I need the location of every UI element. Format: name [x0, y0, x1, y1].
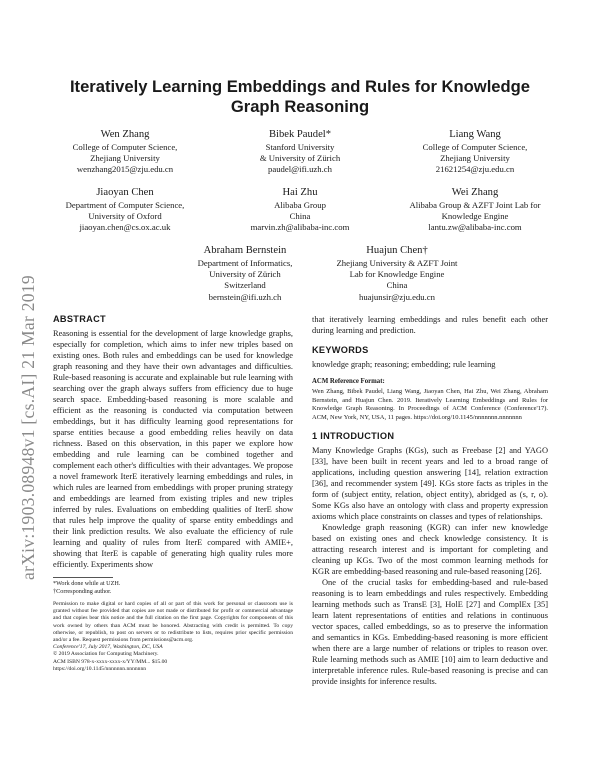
keywords-text: knowledge graph; reasoning; embedding; rule learning [312, 360, 496, 369]
arxiv-stamp: arXiv:1903.08948v1 [cs.AI] 21 Mar 2019 [18, 275, 38, 580]
author-name: Liang Wang [449, 129, 501, 140]
right-column [312, 314, 548, 687]
author-block [322, 244, 472, 303]
author-affiliation: China [386, 280, 408, 291]
abstract-continuation: that iteratively learning embeddings and rules benefit each other during learning and prediction. [312, 315, 548, 335]
author-affiliation: China [289, 211, 311, 222]
author-block [170, 244, 320, 303]
author-block [50, 186, 200, 234]
author-name: Huajun Chen† [366, 245, 428, 256]
author-affiliation: Department of Informatics, [197, 258, 293, 268]
author-email: huajunsir@zju.edu.cn [358, 291, 436, 302]
author-affiliation: Knowledge Engine [441, 211, 509, 222]
copyright-line: © 2019 Association for Computing Machinery. [53, 651, 159, 658]
keywords-heading: KEYWORDS [312, 345, 369, 355]
author-affiliation: Alibaba Group & AZFT Joint Lab for [409, 200, 541, 210]
acm-ref-heading: ACM Reference Format: [312, 378, 385, 385]
doi-line: https://doi.org/10.1145/nnnnnnn.nnnnnnn [53, 665, 147, 672]
author-affiliation: Stanford University [265, 142, 335, 152]
author-email: bernstein@ifi.uzh.ch [208, 291, 282, 302]
author-block [50, 128, 200, 176]
intro-paragraph: Many Knowledge Graphs (KGs), such as Freebase [2] and YAGO [33], have been built in recent years and led to a broad range of applications, including question answering [14], relation extraction [36], and recommender system [49]. KGs store facts as triples in the form of (subject entity, relation, object entity), abridged as (s, r, o). Some KGs also have an ontology with class and property expression axioms which place constraints on classes and types of relationships. [312, 446, 548, 522]
footnote-rule [53, 577, 113, 578]
author-affiliation: University of Oxford [88, 211, 162, 222]
author-email: marvin.zh@alibaba-inc.com [250, 222, 350, 233]
author-affiliation: & University of Zürich [259, 153, 341, 164]
intro-paragraph: One of the crucial tasks for embedding-based and rule-based reasoning is to learn embeddings and rules respectively. Embedding learning methods such as TransE [3], HolE [27] and ComplEx [35] learn latent representations of entities and relations in continuous vector spaces, called embeddings, so as to preserve the information and semantics in KGs. Embedding-based reasoning is more efficient when there are a large number of relations or triples to reason over. Rule learning methods such as AMIE [10] aim to learn deductive and interpretable inference rules. Rule-based reasoning is precise and can provide insights for inference results. [312, 578, 548, 687]
author-name: Wei Zhang [451, 187, 499, 198]
intro-heading: 1 INTRODUCTION [312, 431, 395, 442]
abstract-text: Reasoning is essential for the development of large knowledge graphs, especially for completion, which aims to infer new triples based on existing ones. Both rules and embeddings can be used for knowledge graph reasoning and they have their own advantages and difficulties. Rule-based reasoning is accurate and explainable but rule learning with searching over the graph always suffers from efficiency due to huge search space. Embedding-based reasoning is more scalable and efficient as the reasoning is conducted via computation between embeddings, but it has difficulty learning good representations for sparse entities because a good embedding relies heavily on data richness. Based on this observation, in this paper we explore how embedding and rule learning can be combined together and complement each other's difficulties with their advantages. We propose a novel framework IterE iteratively learning embeddings and rules, in which rules are learned from embeddings with proper pruning strategy and embeddings are learned from existing triples and new triples inferred by rules. Evaluations on embedding qualities of IterE show that rules help improve the quality of sparse entity embeddings and their link prediction results. We also evaluate the efficiency of rule learning and quality of rules from IterE compared with AMIE+, showing that IterE is capable of generating high quality rules more efficiently. Experiments show [53, 329, 293, 569]
acm-ref-text: Wen Zhang, Bibek Paudel, Liang Wang, Jiaoyan Chen, Hai Zhu, Wei Zhang, Abraham Bernstein, and Huajun Chen. 2019. Iteratively Learning Embeddings and Rules for Knowledge Graph Reasoning. In Proceedings of ACM Conference (Conference'17). ACM, New York, NY, USA, 11 pages. https://doi.org/10.1145/nnnnnnn.nnnnnnn [312, 388, 548, 421]
author-block [225, 186, 375, 234]
author-affiliation: University of Zürich [209, 269, 281, 280]
author-email: 21621254@zju.edu.cn [435, 164, 515, 175]
footnote: †Corresponding author. [53, 588, 112, 595]
author-email: jiaoyan.chen@cs.ox.ac.uk [79, 222, 171, 233]
author-email: lantu.zw@alibaba-inc.com [428, 222, 522, 233]
author-affiliation: Zhejiang University [90, 153, 160, 164]
author-name: Abraham Bernstein [203, 245, 287, 256]
author-affiliation: Department of Computer Science, [65, 200, 185, 210]
author-affiliation: College of Computer Science, [72, 142, 178, 152]
author-email: paudel@ifi.uzh.ch [268, 164, 332, 175]
author-affiliation: Lab for Knowledge Engine [349, 269, 445, 280]
author-affiliation: Switzerland [224, 280, 266, 291]
author-affiliation: College of Computer Science, [422, 142, 528, 152]
left-column [53, 314, 293, 673]
footnote: *Work done while at UZH. [53, 580, 121, 587]
author-affiliation: Zhejiang University [440, 153, 510, 164]
isbn-line: ACM ISBN 978-x-xxxx-xxxx-x/YY/MM... $15.00 [53, 658, 168, 665]
intro-paragraph: Knowledge graph reasoning (KGR) can infer new knowledge based on existing ones and check knowledge consistency. It is attracting research interest and is important for completing and cleaning up KGs. Two of the most common learning methods for KGR are embedding-based reasoning and rule-based reasoning [26]. [312, 523, 548, 577]
conference-line: Conference'17, July 2017, Washington, DC, USA [53, 644, 163, 651]
author-block [400, 128, 550, 176]
author-affiliation: Alibaba Group [274, 200, 326, 210]
author-affiliation: Zhejiang University & AZFT Joint [336, 258, 458, 268]
author-name: Hai Zhu [282, 187, 318, 198]
author-block [385, 186, 565, 234]
author-name: Jiaoyan Chen [96, 187, 154, 198]
author-email: wenzhang2015@zju.edu.cn [76, 164, 174, 175]
paper-title: Iteratively Learning Embeddings and Rules for Knowledge Graph Reasoning [69, 77, 531, 116]
permission-notice: Permission to make digital or hard copies of all or part of this work for personal or classroom use is granted without fee provided that copies are not made or distributed for profit or commercial advantage and that copies bear this notice and the full citation on the first page. Copyrights for components of this work owned by others than ACM must be honored. Abstracting with credit is permitted. To copy otherwise, or republish, to post on servers or to redistribute to lists, requires prior specific permission and/or a fee. Request permissions from permissions@acm.org. [53, 601, 293, 644]
author-name: Wen Zhang [100, 129, 150, 140]
abstract-heading: ABSTRACT [53, 314, 106, 324]
author-name: Bibek Paudel* [268, 129, 332, 140]
author-block [225, 128, 375, 176]
